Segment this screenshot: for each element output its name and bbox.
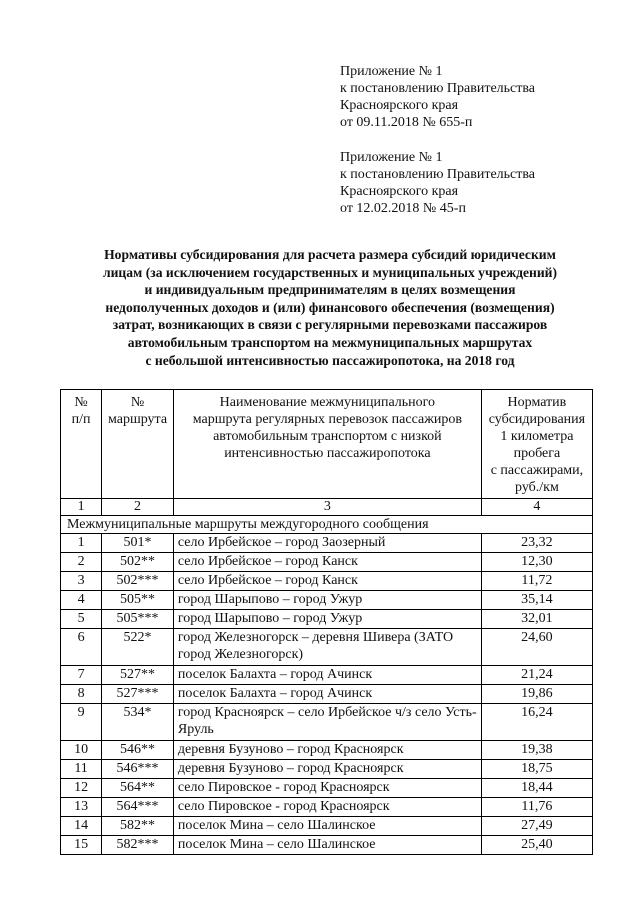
- header-line: пробега: [513, 446, 561, 461]
- route-number: 546***: [102, 760, 174, 779]
- route-number: 501*: [102, 534, 174, 553]
- appendix-label: Приложение № 1: [340, 64, 443, 79]
- header-line: интенсивностью пассажиропотока: [224, 446, 431, 461]
- subsidy-norms-table: [60, 389, 593, 855]
- header-line: маршрута: [107, 412, 168, 427]
- route-name: село Ирбейское – город Канск: [173, 553, 481, 572]
- appendix-label: Приложение № 1: [340, 150, 443, 165]
- subsidy-norm: 11,72: [481, 572, 592, 591]
- row-number: 8: [61, 685, 102, 704]
- title-line: с небольшой интенсивностью пассажиропотока, на 2018 год: [145, 352, 515, 368]
- row-number: 3: [61, 572, 102, 591]
- subsidy-norm: 16,24: [481, 704, 592, 741]
- table-row: [61, 591, 593, 610]
- row-number: 9: [61, 704, 102, 741]
- route-name: город Шарыпово – город Ужур: [173, 610, 481, 629]
- table-row: [61, 704, 593, 741]
- header-line: 1 километра: [500, 429, 574, 444]
- subsidy-norm: 18,44: [481, 779, 592, 798]
- subsidy-norm: 35,14: [481, 591, 592, 610]
- header-line: субсидирования: [488, 412, 586, 427]
- subsidy-norm: 23,32: [481, 534, 592, 553]
- route-number: 502**: [102, 553, 174, 572]
- table-row: [61, 798, 593, 817]
- table-row: [61, 666, 593, 685]
- row-number: 12: [61, 779, 102, 798]
- route-name: поселок Балахта – город Ачинск: [173, 666, 481, 685]
- title-line: лицам (за исключением государственных и муниципальных учреждений): [102, 264, 558, 280]
- appendix-region: Красноярского края: [340, 184, 459, 199]
- title-line: автомобильным транспортом на межмуниципальных маршрутах: [127, 334, 533, 350]
- route-number: 546**: [102, 741, 174, 760]
- route-name: село Ирбейское – город Заозерный: [173, 534, 481, 553]
- route-name: поселок Мина – село Шалинское: [173, 817, 481, 836]
- route-name: город Шарыпово – город Ужур: [173, 591, 481, 610]
- header-line: автомобильным транспортом с низкой: [213, 429, 442, 444]
- appendix-region: Красноярского края: [340, 98, 459, 113]
- row-number: 13: [61, 798, 102, 817]
- route-name: село Пировское - город Красноярск: [173, 798, 481, 817]
- row-number: 1: [61, 534, 102, 553]
- appendix-reference: к постановлению Правительства: [340, 167, 536, 182]
- table-row: [61, 779, 593, 798]
- route-number: 522*: [102, 629, 174, 666]
- subsidy-norm: 12,30: [481, 553, 592, 572]
- table-row: [61, 685, 593, 704]
- route-number: 527***: [102, 685, 174, 704]
- route-name: город Железногорск – деревня Шивера (ЗАТО город Железногорск): [173, 629, 481, 666]
- appendix-date-number: от 12.02.2018 № 45-п: [340, 201, 466, 216]
- table-row: [61, 553, 593, 572]
- route-number: 502***: [102, 572, 174, 591]
- appendix-date-number: от 09.11.2018 № 655-п: [340, 115, 473, 130]
- header-line: Наименование межмуниципального: [219, 395, 436, 410]
- route-name: деревня Бузуново – город Красноярск: [173, 741, 481, 760]
- table-row: [61, 610, 593, 629]
- table-row: [61, 534, 593, 553]
- subsidy-norm: 32,01: [481, 610, 592, 629]
- column-index-row: [61, 499, 593, 516]
- header-route-name: [173, 390, 481, 499]
- header-line: руб./км: [515, 480, 559, 495]
- subsidy-norm: 19,38: [481, 741, 592, 760]
- header-line: маршрута регулярных перевозок пассажиров: [192, 412, 462, 427]
- header-line: п/п: [71, 412, 91, 427]
- appendix-header-original: [340, 149, 535, 217]
- route-number: 534*: [102, 704, 174, 741]
- column-index: 3: [173, 499, 481, 516]
- subsidy-norm: 19,86: [481, 685, 592, 704]
- row-number: 6: [61, 629, 102, 666]
- table-row: [61, 817, 593, 836]
- header-subsidy-norm: [481, 390, 592, 499]
- subsidy-norm: 18,75: [481, 760, 592, 779]
- title-line: затрат, возникающих в связи с регулярными перевозками пассажиров: [112, 317, 548, 333]
- row-number: 10: [61, 741, 102, 760]
- column-index: 2: [102, 499, 174, 516]
- column-index: 4: [481, 499, 592, 516]
- table-header-row: [61, 390, 593, 499]
- row-number: 7: [61, 666, 102, 685]
- route-name: село Пировское - город Красноярск: [173, 779, 481, 798]
- route-number: 564**: [102, 779, 174, 798]
- subsidy-norm: 21,24: [481, 666, 592, 685]
- row-number: 4: [61, 591, 102, 610]
- header-route-number: [102, 390, 174, 499]
- row-number: 5: [61, 610, 102, 629]
- subsidy-norm: 24,60: [481, 629, 592, 666]
- route-name: деревня Бузуново – город Красноярск: [173, 760, 481, 779]
- route-name: село Ирбейское – город Канск: [173, 572, 481, 591]
- header-line: Норматив: [507, 395, 567, 410]
- header-line: №: [130, 395, 145, 410]
- title-line: и индивидуальным предпринимателям в целях возмещения: [144, 282, 516, 298]
- route-number: 564***: [102, 798, 174, 817]
- subsidy-norm: 27,49: [481, 817, 592, 836]
- table-row: [61, 760, 593, 779]
- route-number: 582***: [102, 836, 174, 855]
- section-title: Межмуниципальные маршруты междугородного сообщения: [61, 516, 593, 534]
- route-number: 505***: [102, 610, 174, 629]
- route-number: 527**: [102, 666, 174, 685]
- subsidy-norm: 25,40: [481, 836, 592, 855]
- header-row-number: [61, 390, 102, 499]
- route-number: 582**: [102, 817, 174, 836]
- table-row: [61, 741, 593, 760]
- title-line: недополученных доходов и (или) финансового обеспечения (возмещения): [105, 299, 555, 315]
- section-row: [61, 516, 593, 534]
- title-line: Нормативы субсидирования для расчета размера субсидий юридическим: [104, 247, 556, 262]
- header-line: с пассажирами,: [490, 463, 584, 478]
- document-title: [60, 246, 600, 369]
- route-name: поселок Балахта – город Ачинск: [173, 685, 481, 704]
- header-line: №: [74, 395, 88, 410]
- appendix-header-current: [340, 63, 535, 131]
- subsidy-norm: 11,76: [481, 798, 592, 817]
- column-index: 1: [61, 499, 102, 516]
- row-number: 14: [61, 817, 102, 836]
- route-number: 505**: [102, 591, 174, 610]
- appendix-reference: к постановлению Правительства: [340, 81, 536, 96]
- table-row: [61, 629, 593, 666]
- row-number: 15: [61, 836, 102, 855]
- table-row: [61, 836, 593, 855]
- route-name: город Красноярск – село Ирбейское ч/з село Усть-Яруль: [173, 704, 481, 741]
- row-number: 11: [61, 760, 102, 779]
- route-name: поселок Мина – село Шалинское: [173, 836, 481, 855]
- table-row: [61, 572, 593, 591]
- row-number: 2: [61, 553, 102, 572]
